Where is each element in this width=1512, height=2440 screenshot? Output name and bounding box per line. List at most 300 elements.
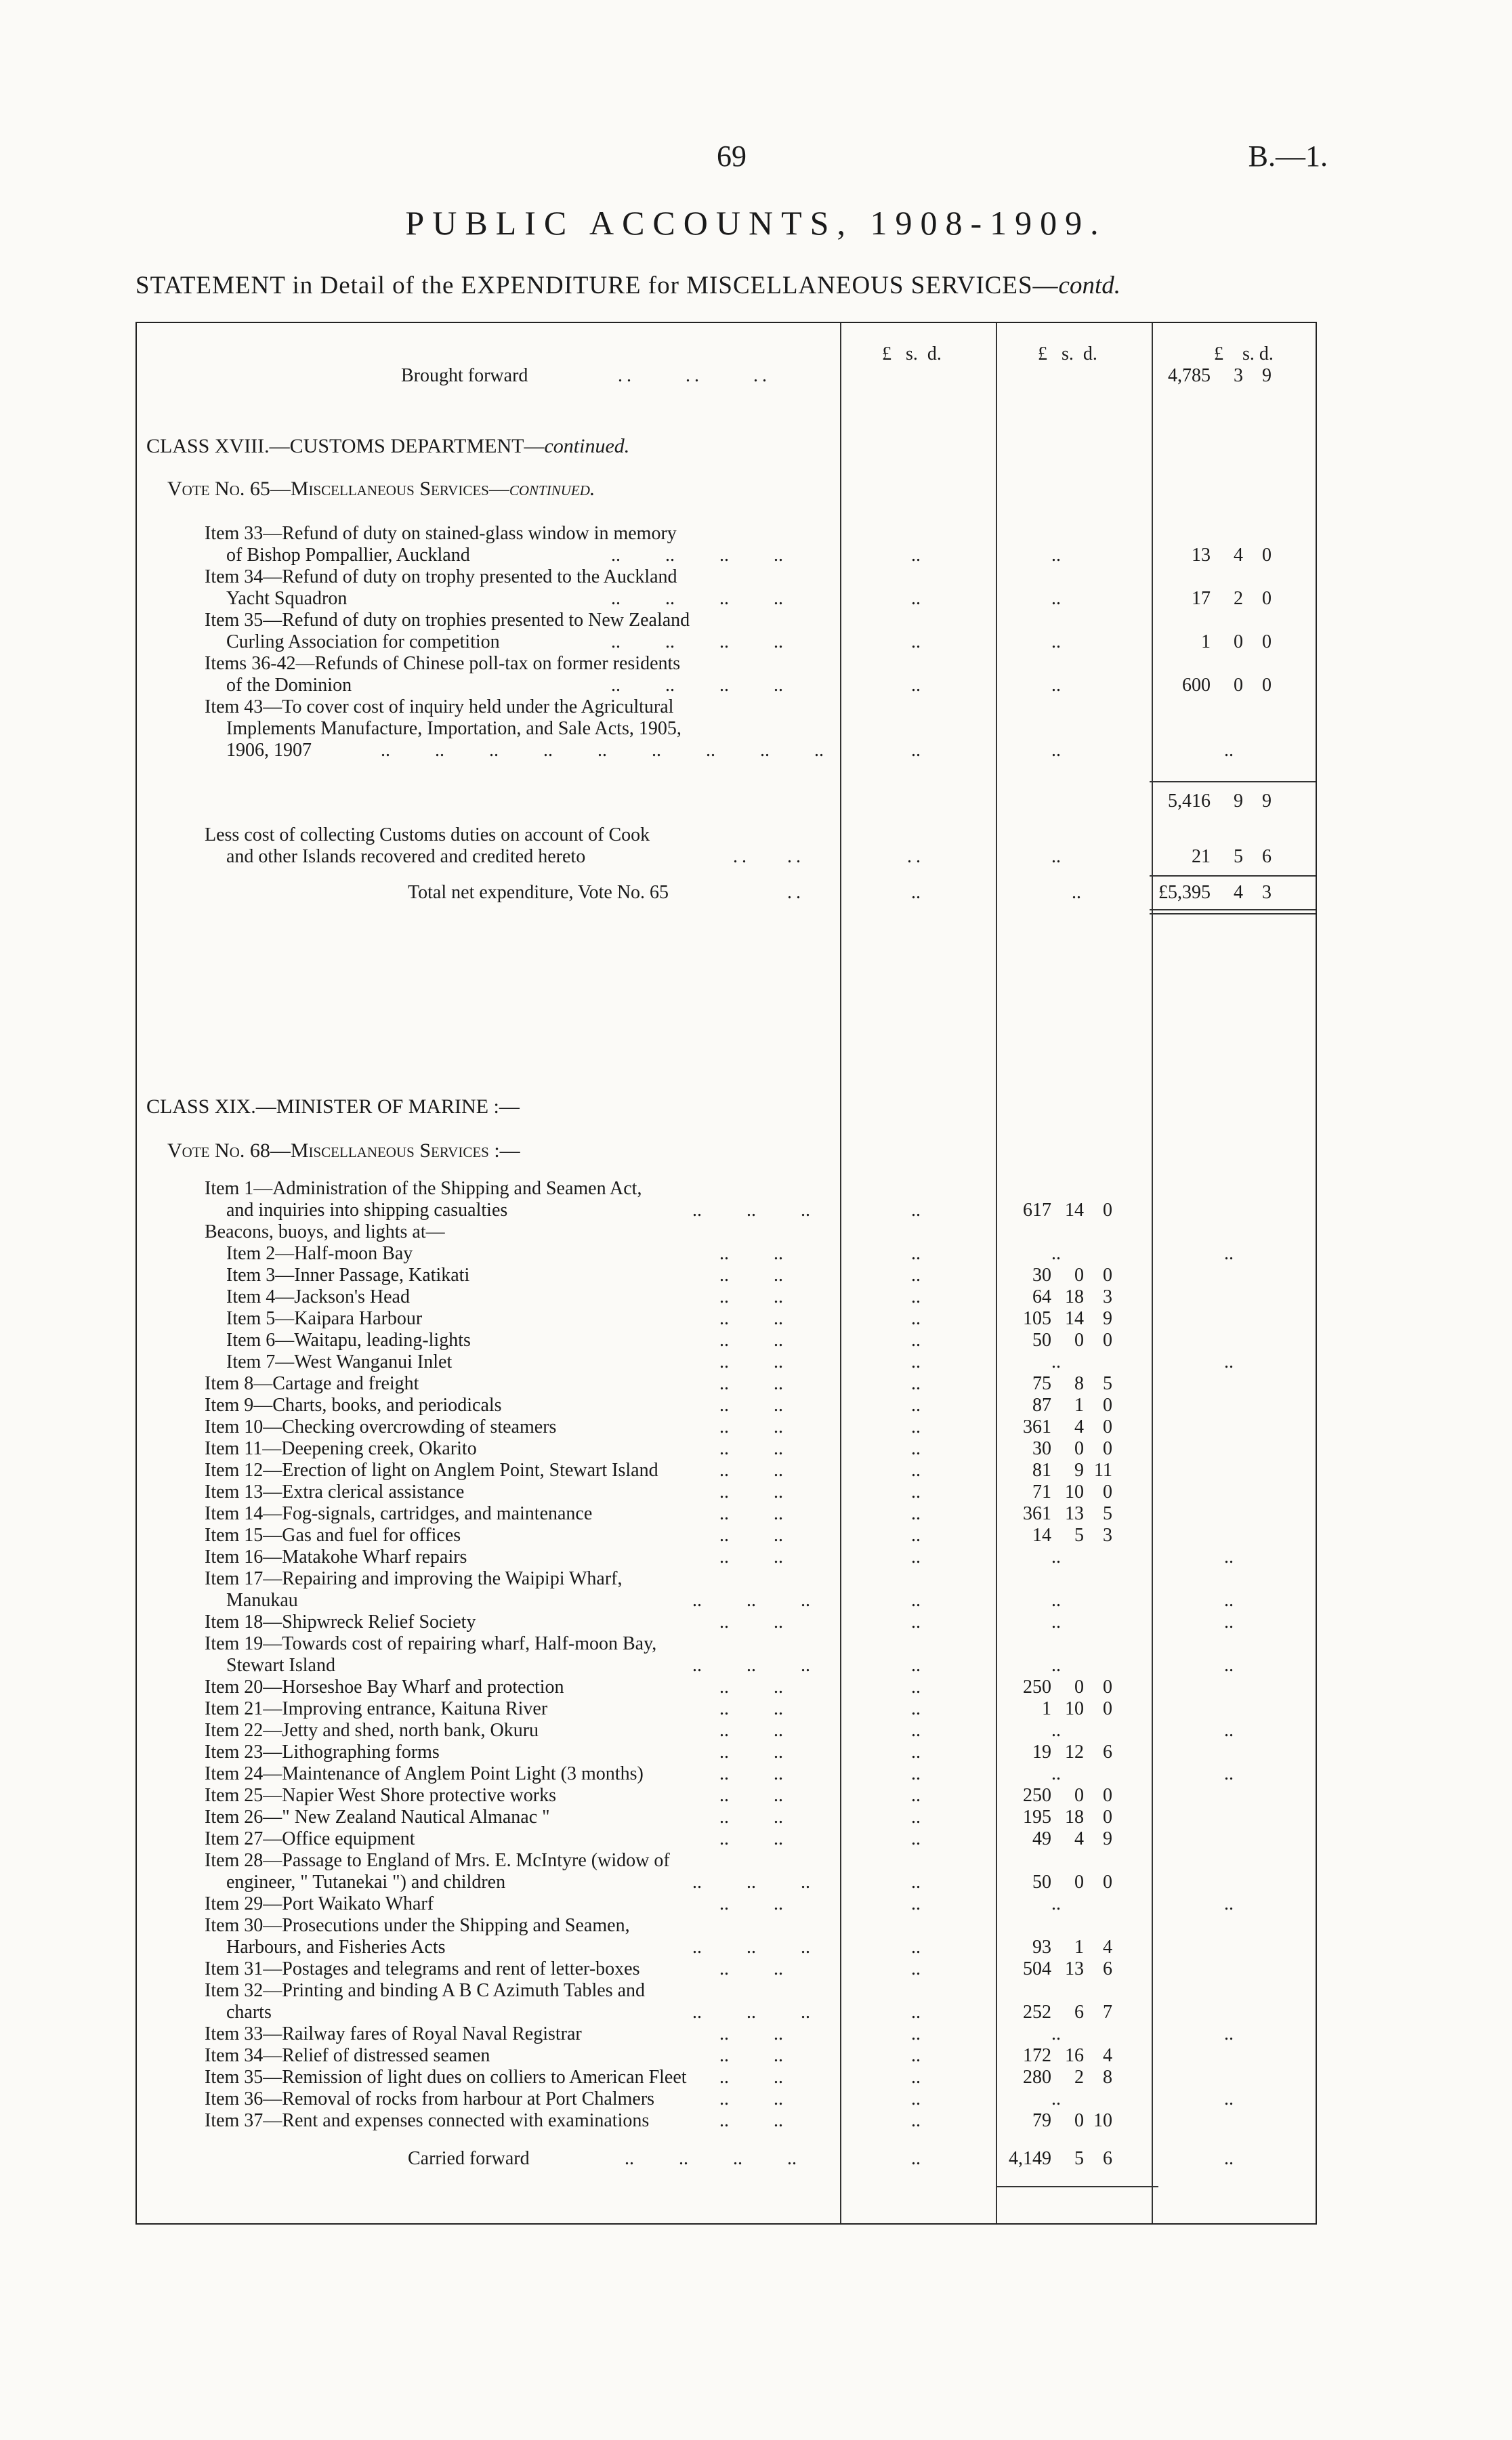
item-text: Item 3—Inner Passage, Katikati bbox=[226, 1265, 470, 1286]
c19-row bbox=[137, 1438, 1316, 1460]
amount-shillings: 10 bbox=[1065, 1698, 1084, 1719]
leader: .. bbox=[801, 2002, 810, 2023]
c19-item28-line2 bbox=[137, 1872, 1316, 1893]
amount-pence: 0 bbox=[1103, 1416, 1112, 1437]
dots: .. bbox=[911, 631, 921, 652]
leader: .. bbox=[747, 1200, 756, 1221]
leader: .. bbox=[774, 1525, 783, 1546]
expenditure-table bbox=[135, 322, 1317, 2225]
amount-shillings: 2 bbox=[1074, 2067, 1084, 2088]
amount-shillings: 1 bbox=[1074, 1937, 1084, 1958]
dots: .. bbox=[911, 1330, 921, 1351]
item-text: Item 18—Shipwreck Relief Society bbox=[205, 1612, 476, 1633]
amount bbox=[997, 1395, 1146, 1416]
leader: .. bbox=[787, 2148, 797, 2169]
leader: .. bbox=[719, 1243, 729, 1264]
leader: .. bbox=[719, 675, 729, 696]
brought-forward-row bbox=[137, 365, 1316, 387]
leader: .. bbox=[719, 1416, 729, 1437]
amount bbox=[997, 2002, 1146, 2023]
less-amount: 21 5 6 bbox=[1192, 846, 1272, 867]
amount bbox=[997, 1807, 1146, 1828]
amount-pence: 6 bbox=[1103, 1958, 1112, 1979]
amount-shillings: 13 bbox=[1065, 1503, 1084, 1524]
amount-pounds: 93 bbox=[1032, 1937, 1051, 1958]
c19-row bbox=[137, 1677, 1316, 1698]
amount-shillings: 8 bbox=[1074, 1373, 1084, 1394]
page-reference: B.—1. bbox=[1248, 140, 1328, 173]
leader: .. bbox=[774, 1243, 783, 1264]
dots: .. bbox=[1224, 2148, 1234, 2169]
dots: .. bbox=[911, 1438, 921, 1459]
amount bbox=[997, 1481, 1146, 1503]
leader: .. bbox=[733, 2148, 742, 2169]
leader: .. bbox=[719, 1503, 729, 1524]
subtotal-amount: 5,416 9 9 bbox=[1168, 791, 1272, 812]
leader: .. bbox=[747, 1872, 756, 1893]
amount-pence: 0 bbox=[1103, 1481, 1112, 1502]
amount-pence: 0 bbox=[1103, 1677, 1112, 1698]
leader: .. bbox=[686, 365, 703, 386]
dots: .. bbox=[911, 740, 921, 761]
amount bbox=[997, 1438, 1146, 1460]
leader: .. bbox=[618, 365, 635, 386]
leader: .. bbox=[774, 1612, 783, 1633]
leader: .. bbox=[665, 545, 675, 566]
c19-row bbox=[137, 2088, 1316, 2110]
c18-item43-line3 bbox=[137, 740, 1316, 761]
leader: .. bbox=[435, 740, 444, 761]
item-text: Item 23—Lithographing forms bbox=[205, 1742, 440, 1763]
leader: .. bbox=[774, 1416, 783, 1437]
item-text: Item 16—Matakohe Wharf repairs bbox=[205, 1547, 467, 1568]
item-text: Implements Manufacture, Importation, and Sale Acts, 1905, bbox=[226, 718, 681, 739]
c19-item28-line1 bbox=[137, 1850, 1316, 1872]
amount-shillings: 9 bbox=[1074, 1460, 1084, 1481]
dots: .. bbox=[911, 588, 921, 609]
leader: .. bbox=[611, 545, 621, 566]
leader: .. bbox=[774, 631, 783, 652]
amount-shillings: 14 bbox=[1065, 1200, 1084, 1221]
amount-shillings: 18 bbox=[1065, 1807, 1084, 1828]
leader: .. bbox=[747, 1937, 756, 1958]
item-text: Item 35—Refund of duty on trophies presented to New Zealand bbox=[205, 610, 690, 631]
c18-item-line2 bbox=[137, 588, 1316, 610]
leader: .. bbox=[719, 2067, 729, 2088]
item-text: Item 33—Railway fares of Royal Naval Registrar bbox=[205, 2023, 582, 2044]
c18-item-line2 bbox=[137, 631, 1316, 653]
leader: .. bbox=[774, 1265, 783, 1286]
total-row: Total net expenditure, Vote No. 65 .. .. .. £5,395 4 3 bbox=[137, 882, 1316, 904]
amount-pounds: 19 bbox=[1032, 1742, 1051, 1763]
amount bbox=[997, 2110, 1146, 2132]
dots: .. bbox=[1051, 1590, 1061, 1611]
item-text: 1906, 1907 bbox=[226, 740, 312, 761]
dots: .. bbox=[1051, 2088, 1061, 2109]
amount-pounds: 17 bbox=[1192, 588, 1211, 609]
amount-pence: 5 bbox=[1103, 1373, 1112, 1394]
c19-item17-line2 bbox=[137, 1590, 1316, 1612]
amount-pounds: 600 bbox=[1182, 675, 1211, 696]
leader: .. bbox=[774, 1698, 783, 1719]
leader: .. bbox=[692, 1590, 702, 1611]
vote-68-heading: Vote No. 68—Miscellaneous Services :— bbox=[167, 1139, 520, 1162]
vote-65-heading: Vote No. 65—Miscellaneous Services—continued. bbox=[167, 478, 595, 500]
c19-row bbox=[137, 2067, 1316, 2088]
leader: .. bbox=[719, 1698, 729, 1719]
amount-pounds: 50 bbox=[1032, 1872, 1051, 1893]
class-19-heading: CLASS XIX.—MINISTER OF MARINE :— bbox=[146, 1095, 520, 1118]
c18-item-line2 bbox=[137, 545, 1316, 566]
leader: .. bbox=[692, 1937, 702, 1958]
leader: .. bbox=[774, 1373, 783, 1394]
dots: .. bbox=[1051, 1612, 1061, 1633]
item-text: Item 37—Rent and expenses connected with examinations bbox=[205, 2110, 650, 2131]
leader: .. bbox=[381, 740, 390, 761]
leader: .. bbox=[719, 1720, 729, 1741]
leader: .. bbox=[801, 1590, 810, 1611]
amount-shillings: 0 bbox=[1074, 1677, 1084, 1698]
item-text: Harbours, and Fisheries Acts bbox=[226, 1937, 446, 1958]
amount-shillings: 0 bbox=[1074, 2110, 1084, 2131]
amount-pounds: 14 bbox=[1032, 1525, 1051, 1546]
leader: .. bbox=[611, 675, 621, 696]
leader: .. bbox=[747, 1655, 756, 1676]
item-text: of Bishop Pompallier, Auckland bbox=[226, 545, 470, 566]
c19-row bbox=[137, 1373, 1316, 1395]
amount-pence: 11 bbox=[1094, 1460, 1112, 1481]
leader: .. bbox=[774, 1547, 783, 1568]
item-text: Item 14—Fog-signals, cartridges, and maintenance bbox=[205, 1503, 593, 1524]
amount-pounds: 4,149 bbox=[1009, 2148, 1051, 2169]
leader: .. bbox=[719, 1763, 729, 1784]
leader: .. bbox=[774, 2045, 783, 2066]
dots: .. bbox=[1224, 740, 1234, 761]
dots: .. bbox=[911, 1373, 921, 1394]
c18-item-line2 bbox=[137, 675, 1316, 696]
less-row-line2: and other Islands recovered and credited hereto .. .. .. .. 21 5 6 bbox=[137, 846, 1316, 868]
leader: .. bbox=[774, 1958, 783, 1979]
item-text: engineer, " Tutanekai ") and children bbox=[226, 1872, 506, 1893]
dots: .. bbox=[1224, 1655, 1234, 1676]
item-text: Item 32—Printing and binding A B C Azimuth Tables and bbox=[205, 1980, 646, 2001]
amount-pounds: 250 bbox=[1023, 1785, 1051, 1806]
amount-pence: 0 bbox=[1262, 545, 1272, 566]
leader: .. bbox=[489, 740, 499, 761]
leader: .. bbox=[719, 1677, 729, 1698]
dots: .. bbox=[911, 1872, 921, 1893]
c19-row bbox=[137, 1785, 1316, 1807]
amount-shillings: 1 bbox=[1074, 1395, 1084, 1416]
total-label: Total net expenditure, Vote No. 65 bbox=[408, 882, 669, 903]
c19-row bbox=[137, 1351, 1316, 1373]
dots: .. bbox=[911, 1677, 921, 1698]
item-text: Item 15—Gas and fuel for offices bbox=[205, 1525, 461, 1546]
amount bbox=[997, 1785, 1146, 1807]
item-text: Item 13—Extra clerical assistance bbox=[205, 1481, 465, 1502]
amount-pence: 4 bbox=[1103, 2045, 1112, 2066]
leader: .. bbox=[719, 1807, 729, 1828]
leader: .. bbox=[719, 1481, 729, 1502]
carried-forward-row bbox=[137, 2148, 1316, 2170]
amount-pounds: 87 bbox=[1032, 1395, 1051, 1416]
dots: .. bbox=[911, 1807, 921, 1828]
c19-item19-line1 bbox=[137, 1633, 1316, 1655]
dots: .. bbox=[1051, 740, 1061, 761]
leader: .. bbox=[774, 1330, 783, 1351]
c18-item-line1 bbox=[137, 523, 1316, 545]
leader: .. bbox=[719, 1265, 729, 1286]
total-rule bbox=[1150, 875, 1316, 877]
amount-shillings: 16 bbox=[1065, 2045, 1084, 2066]
dots: .. bbox=[911, 2045, 921, 2066]
dots: .. bbox=[911, 1590, 921, 1611]
c18-item43-line2 bbox=[137, 718, 1316, 740]
carried-forward-label: Carried forward bbox=[408, 2148, 530, 2169]
dots: .. bbox=[911, 545, 921, 566]
leader: .. bbox=[774, 1481, 783, 1502]
leader: .. bbox=[692, 2002, 702, 2023]
less-row-line1: Less cost of collecting Customs duties on account of Cook bbox=[205, 824, 650, 845]
leader: .. bbox=[719, 1893, 729, 1914]
amount-pence: 8 bbox=[1103, 2067, 1112, 2088]
item-text: Item 28—Passage to England of Mrs. E. McIntyre (widow of bbox=[205, 1850, 670, 1871]
dots: .. bbox=[1224, 1893, 1234, 1914]
leader: .. bbox=[814, 740, 824, 761]
dots: .. bbox=[1051, 675, 1061, 696]
amount-pounds: 361 bbox=[1023, 1416, 1051, 1437]
item-text: Item 10—Checking overcrowding of steamers bbox=[205, 1416, 557, 1437]
item-text: Item 34—Refund of duty on trophy presented to the Auckland bbox=[205, 566, 677, 587]
item-text: Item 20—Horseshoe Bay Wharf and protection bbox=[205, 1677, 564, 1698]
leader: .. bbox=[774, 1351, 783, 1372]
c19-row bbox=[137, 1763, 1316, 1785]
subtitle-text: STATEMENT in Detail of the EXPENDITURE for MISCELLANEOUS SERVICES— bbox=[135, 272, 1059, 299]
c19-row bbox=[137, 1720, 1316, 1742]
amount bbox=[997, 1677, 1146, 1698]
amount bbox=[997, 1330, 1146, 1351]
amount-pence: 0 bbox=[1103, 1872, 1112, 1893]
item-text: Item 2—Half-moon Bay bbox=[226, 1243, 413, 1264]
dots: .. bbox=[911, 1698, 921, 1719]
leader: .. bbox=[625, 2148, 634, 2169]
amount-pounds: 30 bbox=[1032, 1438, 1051, 1459]
item-text: Item 19—Towards cost of repairing wharf, Half-moon Bay, bbox=[205, 1633, 657, 1654]
amount-shillings: 0 bbox=[1234, 631, 1243, 652]
dots: .. bbox=[911, 1308, 921, 1329]
leader: .. bbox=[774, 2110, 783, 2131]
leader: .. bbox=[774, 1828, 783, 1849]
amount-pence: 7 bbox=[1103, 2002, 1112, 2023]
amount-pounds: 71 bbox=[1032, 1481, 1051, 1502]
leader: .. bbox=[774, 1720, 783, 1741]
item-text: Item 33—Refund of duty on stained-glass window in memory bbox=[205, 523, 677, 544]
dots: .. bbox=[1224, 2088, 1234, 2109]
amount-pence: 0 bbox=[1103, 1395, 1112, 1416]
dots: .. bbox=[911, 1200, 921, 1221]
amount-shillings: 10 bbox=[1065, 1481, 1084, 1502]
item-text: Item 9—Charts, books, and periodicals bbox=[205, 1395, 502, 1416]
c19-row bbox=[137, 1698, 1316, 1720]
c19-row bbox=[137, 1243, 1316, 1265]
c19-item1-line2 bbox=[137, 1200, 1316, 1221]
dots: .. bbox=[1051, 545, 1061, 566]
dots: .. bbox=[911, 1828, 921, 1849]
c19-row bbox=[137, 1547, 1316, 1568]
dots: .. bbox=[911, 1742, 921, 1763]
dots: .. bbox=[911, 1525, 921, 1546]
c19-row bbox=[137, 1460, 1316, 1481]
total-amount: £5,395 4 3 bbox=[1158, 882, 1272, 903]
leader: .. bbox=[665, 588, 675, 609]
dots: .. bbox=[911, 1785, 921, 1806]
c19-item18 bbox=[137, 1612, 1316, 1633]
leader: .. bbox=[719, 1308, 729, 1329]
amount-pounds: 504 bbox=[1023, 1958, 1051, 1979]
subtotal-row bbox=[137, 791, 1316, 812]
amount-pence: 6 bbox=[1103, 2148, 1112, 2169]
total-double-rule-2 bbox=[1150, 913, 1316, 914]
amount-shillings: 4 bbox=[1074, 1416, 1084, 1437]
dots: .. bbox=[911, 1416, 921, 1437]
amount-pounds: 50 bbox=[1032, 1330, 1051, 1351]
amount-shillings: 14 bbox=[1065, 1308, 1084, 1329]
dots: .. bbox=[911, 675, 921, 696]
amount-pounds: 361 bbox=[1023, 1503, 1051, 1524]
leader: .. bbox=[719, 2045, 729, 2066]
dots: .. bbox=[911, 1937, 921, 1958]
c19-item30-line1 bbox=[137, 1915, 1316, 1937]
c19-row bbox=[137, 1395, 1316, 1416]
leader: .. bbox=[719, 2110, 729, 2131]
page-number: 69 bbox=[717, 140, 747, 173]
amount-pounds: 75 bbox=[1032, 1373, 1051, 1394]
amount-pence: 5 bbox=[1103, 1503, 1112, 1524]
beacons-heading bbox=[137, 1221, 1316, 1243]
amount bbox=[1156, 588, 1305, 610]
item-text: Item 30—Prosecutions under the Shipping and Seamen, bbox=[205, 1915, 630, 1936]
dots: .. bbox=[911, 1655, 921, 1676]
dots: .. bbox=[911, 2088, 921, 2109]
item-text: Item 25—Napier West Shore protective works bbox=[205, 1785, 556, 1806]
c19-row bbox=[137, 1807, 1316, 1828]
dots: .. bbox=[1051, 1893, 1061, 1914]
leader: .. bbox=[774, 1503, 783, 1524]
leader: .. bbox=[774, 1763, 783, 1784]
amount-shillings: 5 bbox=[1074, 2148, 1084, 2169]
amount bbox=[997, 1286, 1146, 1308]
c18-item-line1 bbox=[137, 653, 1316, 675]
dots: .. bbox=[911, 1763, 921, 1784]
c19-row bbox=[137, 1828, 1316, 1850]
item-text: Beacons, buoys, and lights at— bbox=[205, 1221, 445, 1242]
amount-shillings: 13 bbox=[1065, 1958, 1084, 1979]
item-text: Item 31—Postages and telegrams and rent of letter-boxes bbox=[205, 1958, 640, 1979]
dots: .. bbox=[1224, 1720, 1234, 1741]
dots: .. bbox=[911, 2110, 921, 2131]
item-text: Items 36-42—Refunds of Chinese poll-tax on former residents bbox=[205, 653, 681, 674]
c18-item-line1 bbox=[137, 566, 1316, 588]
amount-pounds: 1 bbox=[1042, 1698, 1051, 1719]
item-text: Item 8—Cartage and freight bbox=[205, 1373, 419, 1394]
dots: .. bbox=[911, 1351, 921, 1372]
leader: .. bbox=[719, 1612, 729, 1633]
amount-pence: 0 bbox=[1262, 631, 1272, 652]
dots: .. bbox=[911, 1460, 921, 1481]
item-text: Curling Association for competition bbox=[226, 631, 500, 652]
amount-shillings: 0 bbox=[1074, 1872, 1084, 1893]
dots: .. bbox=[1051, 2023, 1061, 2044]
dots: .. bbox=[1051, 1351, 1061, 1372]
leader: .. bbox=[597, 740, 607, 761]
amount-pounds: 30 bbox=[1032, 1265, 1051, 1286]
leader: .. bbox=[774, 2067, 783, 2088]
amount-pence: 6 bbox=[1103, 1742, 1112, 1763]
c19-row bbox=[137, 1265, 1316, 1286]
dots: .. bbox=[911, 1243, 921, 1264]
amount-shillings: 6 bbox=[1074, 2002, 1084, 2023]
amount-shillings: 18 bbox=[1065, 1286, 1084, 1307]
amount bbox=[997, 1698, 1146, 1720]
amount-pounds: 172 bbox=[1023, 2045, 1051, 2066]
item-text: Item 21—Improving entrance, Kaituna River bbox=[205, 1698, 548, 1719]
amount bbox=[997, 1503, 1146, 1525]
class-18-heading: CLASS XVIII.—CUSTOMS DEPARTMENT—continued. bbox=[146, 435, 630, 457]
dots: .. bbox=[1051, 588, 1061, 609]
c19-row bbox=[137, 1481, 1316, 1503]
dots: .. bbox=[911, 1893, 921, 1914]
leader: .. bbox=[774, 1742, 783, 1763]
subtotal-rule bbox=[1150, 781, 1316, 782]
amount-pounds: 195 bbox=[1023, 1807, 1051, 1828]
amount-shillings: 4 bbox=[1074, 1828, 1084, 1849]
amount bbox=[997, 1308, 1146, 1330]
item-text: of the Dominion bbox=[226, 675, 352, 696]
leader: .. bbox=[719, 1525, 729, 1546]
leader: .. bbox=[719, 1373, 729, 1394]
amount-pence: 10 bbox=[1093, 2110, 1112, 2131]
amount-pence: 3 bbox=[1103, 1525, 1112, 1546]
leader: .. bbox=[665, 675, 675, 696]
amount bbox=[997, 1416, 1146, 1438]
leader: .. bbox=[760, 740, 770, 761]
item-text: Item 22—Jetty and shed, north bank, Okuru bbox=[205, 1720, 539, 1741]
dots: .. bbox=[911, 1286, 921, 1307]
amount-pence: 0 bbox=[1103, 1785, 1112, 1806]
leader: .. bbox=[692, 1200, 702, 1221]
dots: .. bbox=[1224, 1590, 1234, 1611]
amount bbox=[997, 1742, 1146, 1763]
amount-shillings: 4 bbox=[1234, 545, 1243, 566]
amount-pence: 0 bbox=[1262, 588, 1272, 609]
c18-item43-line1 bbox=[137, 696, 1316, 718]
dots: .. bbox=[1224, 1612, 1234, 1633]
c19-row bbox=[137, 2110, 1316, 2132]
dots: .. bbox=[911, 1503, 921, 1524]
leader: .. bbox=[774, 1460, 783, 1481]
brought-forward-label: Brought forward bbox=[401, 365, 528, 386]
leader: .. bbox=[719, 1828, 729, 1849]
leader: .. bbox=[719, 2023, 729, 2044]
item-text: Manukau bbox=[226, 1590, 298, 1611]
leader: .. bbox=[679, 2148, 688, 2169]
item-text: Item 27—Office equipment bbox=[205, 1828, 415, 1849]
leader: .. bbox=[774, 1286, 783, 1307]
subtitle-contd: contd. bbox=[1058, 272, 1120, 299]
c19-item1-line1 bbox=[137, 1178, 1316, 1200]
amount bbox=[1156, 675, 1305, 696]
item-text: Item 1—Administration of the Shipping and Seamen Act, bbox=[205, 1178, 642, 1199]
